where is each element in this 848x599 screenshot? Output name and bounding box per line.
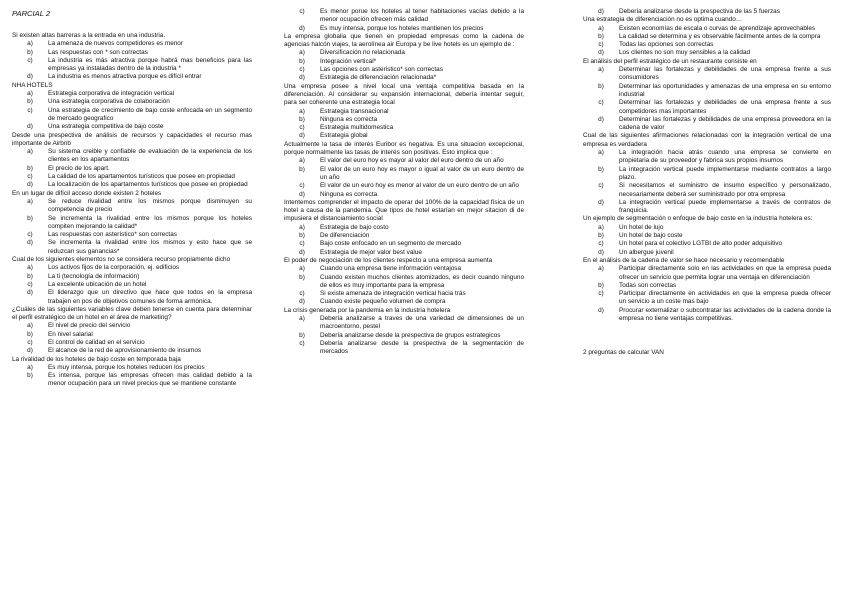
answer-option bbox=[284, 298, 524, 306]
option-text: Un hotel de lujo bbox=[619, 223, 664, 231]
option-text: Debería analizarse desde la prespectiva de las 5 fuerzas bbox=[619, 8, 780, 15]
option-text: Las opciones con asteristico* son correctas bbox=[320, 66, 443, 74]
answer-option bbox=[583, 290, 831, 307]
option-text: La calidad de los apartamentos turísticos que posee en propiedad bbox=[48, 173, 235, 181]
answer-option bbox=[284, 116, 524, 124]
answer-option bbox=[583, 265, 831, 282]
answer-option bbox=[12, 215, 252, 232]
answer-option bbox=[284, 166, 524, 183]
option-text: Determinar las fortalezas y debilidades de una empresa proveedora en la cadena de valor bbox=[619, 115, 831, 132]
option-text: La excelente ubicación de un hotel bbox=[48, 280, 147, 288]
option-text: Las respuestas con * son correctas bbox=[48, 48, 148, 56]
answer-option bbox=[284, 25, 524, 33]
question-text: Actualmente la tasa de interés Euribor es negativa. Es una situacion excepcional, porque normalmente las tasas de interés son positivas. Esto implica que : bbox=[284, 140, 524, 157]
option-letter: d) bbox=[598, 306, 604, 314]
column-3 bbox=[583, 8, 831, 358]
option-text: El nivel de precio del servicio bbox=[48, 322, 131, 330]
question-block bbox=[12, 256, 252, 306]
option-letter: a) bbox=[27, 90, 33, 98]
answer-option bbox=[284, 74, 524, 82]
option-text: Estrategia global bbox=[320, 132, 368, 140]
option-letter: a) bbox=[299, 107, 305, 115]
option-letter: c) bbox=[27, 338, 33, 346]
option-text: De diferenciación bbox=[320, 232, 370, 240]
question-text: En un lugar de difícil acceso donde existen 2 hoteles bbox=[12, 189, 162, 197]
answer-option bbox=[284, 232, 524, 240]
answer-option bbox=[583, 249, 831, 257]
option-letter: d) bbox=[27, 347, 33, 355]
option-letter: a) bbox=[299, 265, 305, 273]
option-letter: b) bbox=[598, 165, 604, 173]
option-text: Se incrementa la rivalidad entre los mismos porque los hoteles compiten mejorando la calidad* bbox=[48, 214, 252, 230]
option-text: Una estrategia de crecimiento de bajo coste enfocada en un segmento de mercado geografico bbox=[48, 106, 252, 122]
option-letter: a) bbox=[299, 157, 305, 165]
option-text: Si existe amenaza de integración vertical hacia trás bbox=[320, 290, 466, 298]
option-letter: d) bbox=[299, 298, 305, 306]
answer-option bbox=[12, 57, 252, 74]
question-block bbox=[12, 82, 252, 132]
answer-option bbox=[583, 66, 831, 83]
question-block bbox=[12, 32, 252, 82]
option-text: Se reduce rivalidad entre los mismos porque disminuyen su competencia de precio bbox=[48, 197, 252, 214]
option-letter: d) bbox=[27, 73, 33, 81]
option-letter: c) bbox=[598, 290, 604, 298]
option-letter: a) bbox=[27, 363, 33, 371]
option-letter: c) bbox=[27, 56, 33, 64]
question-text: Cual de los siguientes elementos no se considera recurso propiamente dicho bbox=[12, 256, 231, 264]
option-text: Debería analizarse a traves de una variedad de dimensiones de un macroentorno, pestel bbox=[320, 314, 524, 331]
answer-option bbox=[583, 25, 831, 33]
column-2 bbox=[284, 8, 524, 356]
option-text: Cuando existen muchos clientes atomizados, es decir cuando ninguno de ellos es muy importante para la empresa bbox=[320, 273, 524, 289]
answer-option bbox=[12, 181, 252, 189]
question-block bbox=[12, 356, 252, 389]
option-text: Una estrategia corporativa de colaboración bbox=[48, 98, 170, 106]
option-letter: a) bbox=[598, 149, 604, 157]
option-letter: d) bbox=[598, 115, 604, 123]
option-letter: b) bbox=[299, 232, 305, 240]
answer-option bbox=[12, 372, 252, 389]
option-letter: b) bbox=[27, 98, 33, 106]
option-letter: d) bbox=[598, 248, 604, 256]
option-letter: a) bbox=[27, 322, 33, 330]
option-text: Determinar las fortalezas y debilidades de una empresa frente a sus competidores mas importantes bbox=[619, 99, 831, 115]
option-text: El valor del euro hoy es mayor al valor del euro dentro de un año bbox=[320, 157, 504, 165]
option-letter: c) bbox=[299, 290, 305, 298]
question-text: Una estrategia de diferenciación no es optima cuando… bbox=[583, 16, 743, 24]
option-letter: b) bbox=[299, 273, 305, 281]
answer-option bbox=[583, 307, 831, 324]
option-text: Determinar las oportunidades y amenazas de una empresa en su entorno industrial bbox=[619, 82, 831, 98]
option-text: Es menor porue los hoteles al tener habitaciones vacías debido a la menor ocupación ofrecen más calidad bbox=[320, 8, 524, 24]
option-letter: c) bbox=[598, 99, 604, 107]
answer-option bbox=[284, 108, 524, 116]
question-text: La rivalidad de los hoteles de bajo coste en temporada baja bbox=[12, 355, 181, 363]
answer-option bbox=[12, 98, 252, 106]
answer-option bbox=[284, 249, 524, 257]
option-letter: d) bbox=[598, 49, 604, 57]
answer-option bbox=[12, 289, 252, 306]
option-text: Es muy intensa, porque los hoteles reducen los precios bbox=[48, 363, 205, 371]
option-text: La calidad se determina y es observable fácilmente antes de la compra bbox=[619, 32, 821, 40]
option-letter: a) bbox=[27, 264, 33, 272]
option-letter: d) bbox=[27, 123, 33, 131]
option-text: Si necesitamos el suministro de insumo específico y personalizado, necesariamente deberá ser suministrado por otra empresa bbox=[619, 182, 831, 198]
answer-option bbox=[284, 49, 524, 57]
footer-note: 2 preguntas de calcular VAN bbox=[583, 349, 664, 357]
column-1 bbox=[12, 8, 252, 389]
question-block bbox=[284, 8, 524, 33]
option-text: Estrategia transnacional bbox=[320, 107, 389, 115]
answer-option bbox=[284, 315, 524, 332]
option-letter: c) bbox=[299, 182, 305, 190]
answer-option bbox=[583, 33, 831, 41]
answer-option bbox=[284, 124, 524, 132]
answer-option bbox=[12, 231, 252, 239]
option-text: Un albergue juvenil bbox=[619, 248, 674, 256]
option-text: La industria es más atractiva porque habrá mas beneficios para las empresas ya instaladas dentro de la industria * bbox=[48, 56, 252, 73]
option-text: Participar directamente en actividades en que la empresa pueda ofrecer un servicio a un coste mas bajo bbox=[619, 290, 831, 306]
option-letter: b) bbox=[27, 164, 33, 172]
option-text: Un hotel para el colectivo LGTBI de alto poder adquisitivo bbox=[619, 240, 783, 248]
option-letter: b) bbox=[299, 115, 305, 123]
option-text: La localización de los apartamentos turísticos que posee en propiedad bbox=[48, 181, 248, 189]
answer-option bbox=[284, 58, 524, 66]
answer-option bbox=[583, 282, 831, 290]
question-block bbox=[284, 199, 524, 257]
answer-option bbox=[12, 347, 252, 355]
option-letter: a) bbox=[598, 66, 604, 74]
answer-option bbox=[583, 99, 831, 116]
question-block bbox=[284, 307, 524, 357]
question-text: ¿Cuáles de las siguientes variables clave deben tenerse en cuenta para determinar el perfil estratégico de un hotel en el área de marketing? bbox=[12, 305, 252, 322]
option-letter: c) bbox=[299, 8, 305, 15]
question-text: Cual de las siguientes afirmaciones relacionadas con la integración vertical de una empresa es verdadera bbox=[583, 132, 831, 148]
answer-option bbox=[583, 49, 831, 57]
answer-option bbox=[12, 339, 252, 347]
option-letter: c) bbox=[299, 240, 305, 248]
option-text: La integración vertical puede implementarse a través de contratos de franquicia. bbox=[619, 198, 831, 215]
option-text: Estrategia de diferenciación relacionada* bbox=[320, 74, 437, 82]
question-block bbox=[583, 132, 831, 215]
option-text: El valor de un euro hoy es mayor o igual al valor de un euro dentro de un año bbox=[320, 165, 524, 181]
option-letter: b) bbox=[299, 331, 305, 339]
option-text: Estrategia corporativa de integración vertical bbox=[48, 90, 175, 98]
option-letter: b) bbox=[27, 272, 33, 280]
option-letter: b) bbox=[299, 165, 305, 173]
option-letter: a) bbox=[598, 265, 604, 273]
answer-option bbox=[12, 165, 252, 173]
option-letter: b) bbox=[299, 57, 305, 65]
answer-option bbox=[12, 198, 252, 215]
question-block bbox=[284, 257, 524, 307]
option-letter: b) bbox=[27, 330, 33, 338]
answer-option bbox=[284, 340, 524, 357]
answer-option bbox=[12, 107, 252, 124]
option-text: Existen economías de escala o curvas de aprendizaje aprovechables bbox=[619, 24, 816, 32]
option-letter: d) bbox=[27, 181, 33, 189]
option-letter: d) bbox=[299, 190, 305, 198]
option-letter: c) bbox=[299, 339, 305, 347]
answer-option bbox=[12, 148, 252, 165]
question-block bbox=[583, 215, 831, 256]
option-letter: b) bbox=[598, 232, 604, 240]
option-text: Ninguna es correcta bbox=[320, 190, 378, 198]
option-text: La ti (tecnología de información) bbox=[48, 272, 140, 280]
option-text: Todas son correctas bbox=[619, 281, 677, 289]
answer-option bbox=[284, 240, 524, 248]
answer-option bbox=[12, 264, 252, 272]
question-block bbox=[284, 83, 524, 141]
option-letter: a) bbox=[598, 223, 604, 231]
answer-option bbox=[12, 331, 252, 339]
option-text: Cuando una empresa tiene información ventajosa bbox=[320, 265, 462, 273]
answer-option bbox=[284, 265, 524, 273]
option-letter: c) bbox=[598, 182, 604, 190]
option-text: La industria es menos atractiva porque es difícil entrar bbox=[48, 73, 202, 81]
option-letter: a) bbox=[299, 49, 305, 57]
option-letter: a) bbox=[27, 197, 33, 205]
option-letter: d) bbox=[598, 8, 604, 15]
option-letter: a) bbox=[27, 40, 33, 48]
answer-option bbox=[583, 240, 831, 248]
option-letter: c) bbox=[27, 231, 33, 239]
option-letter: d) bbox=[299, 248, 305, 256]
answer-option bbox=[583, 182, 831, 199]
option-letter: d) bbox=[27, 289, 33, 297]
question-block bbox=[583, 16, 831, 57]
answer-option bbox=[284, 66, 524, 74]
answer-option bbox=[12, 49, 252, 57]
option-letter: c) bbox=[598, 41, 604, 49]
answer-option bbox=[583, 166, 831, 183]
option-text: En nivel salarial bbox=[48, 330, 93, 338]
option-letter: c) bbox=[27, 280, 33, 288]
question-text: Si existen altas barreras a la entrada en una industria. bbox=[12, 32, 166, 39]
option-text: Diversificación no relacionada bbox=[320, 49, 405, 57]
answer-option bbox=[284, 132, 524, 140]
answer-option bbox=[583, 8, 831, 16]
option-letter: c) bbox=[598, 240, 604, 248]
option-text: Es muy intensa, porque los hoteles mantienen los precios bbox=[320, 24, 484, 32]
question-text: En el análisis de la cadena de valor se hace necesario y recomendable bbox=[583, 256, 785, 264]
answer-option bbox=[12, 281, 252, 289]
option-text: La integración vertical puede implementarse mediante contratos a largo plazo. bbox=[619, 165, 831, 181]
option-text: Estrategia de mejor valor best value bbox=[320, 248, 422, 256]
option-letter: c) bbox=[299, 124, 305, 132]
question-block bbox=[12, 306, 252, 356]
option-letter: d) bbox=[299, 24, 305, 32]
option-letter: a) bbox=[299, 314, 305, 322]
option-letter: a) bbox=[598, 24, 604, 32]
page-title: PARCIAL 2 bbox=[12, 9, 51, 18]
option-letter: d) bbox=[299, 132, 305, 140]
question-text: Una empresa posee a nivel local una ventaja competitiva basada en la diferenciación. Al considerar su expansión internacional, debería intentar seguir, para ser coherente una estrategia local bbox=[284, 82, 524, 107]
option-text: Cuando existe pequeño volumen de compra bbox=[320, 298, 446, 306]
option-text: Determinar las fortalezas y debilidades de una empresa frente a sus consumidores bbox=[619, 66, 831, 82]
answer-option bbox=[583, 41, 831, 49]
option-text: Una estrategia competitiva de bajo coste bbox=[48, 123, 164, 131]
answer-option bbox=[12, 239, 252, 256]
answer-option bbox=[12, 73, 252, 81]
answer-option bbox=[12, 40, 252, 48]
question-block bbox=[284, 33, 524, 83]
answer-option bbox=[583, 199, 831, 216]
option-letter: b) bbox=[598, 281, 604, 289]
answer-option bbox=[12, 90, 252, 98]
option-text: Estrategia multidomestica bbox=[320, 124, 394, 132]
option-text: La amenaza de nuevos competidores es menor bbox=[48, 40, 183, 48]
answer-option bbox=[284, 157, 524, 165]
question-text: La empresa globalia que tienen en propiedad empresas como la cadena de agencias halcón viajes, la aerolínea air Europa y be live hotels es un ejemplo de : bbox=[284, 32, 524, 49]
option-text: Participar directamente solo en las actividades en que la empresa pueda ofrecer un servicio que permita lograr una ventaja en diferenciación bbox=[619, 265, 831, 281]
answer-option bbox=[583, 116, 831, 133]
answer-option bbox=[284, 332, 524, 340]
answer-option bbox=[284, 191, 524, 199]
question-text: El análisis del perfil estratégico de un restaurante consiste en bbox=[583, 57, 757, 65]
answer-option bbox=[284, 182, 524, 190]
option-text: Debería analizarse desde la prespectiva de la segmentación de mercados bbox=[320, 339, 524, 356]
question-text: El poder de negociación de los clientes respecto a una empresa aumenta bbox=[284, 256, 493, 264]
question-block bbox=[12, 132, 252, 190]
question-text: La crisis generada por la pandemia en la industria hotelera bbox=[284, 306, 451, 314]
answer-option bbox=[284, 290, 524, 298]
answer-option bbox=[284, 8, 524, 25]
option-text: Es intensa, porque las empresas ofrecen mas calidad debido a la menor ocupación para un nivel precios que se mantiene constante bbox=[48, 372, 252, 388]
option-text: Todas las opciones son correctas bbox=[619, 41, 714, 49]
answer-option bbox=[12, 273, 252, 281]
answer-option bbox=[12, 173, 252, 181]
question-block bbox=[284, 141, 524, 199]
option-letter: b) bbox=[27, 372, 33, 380]
option-text: El alcance de la red de aprovisionamiento de insumos bbox=[48, 347, 202, 355]
answer-option bbox=[583, 149, 831, 166]
answer-option bbox=[583, 224, 831, 232]
option-letter: b) bbox=[598, 32, 604, 40]
option-text: Procurar externalizar o subcontratar las actividades de la cadena donde la empresa no tiene ventajas competitivas. bbox=[619, 306, 831, 322]
answer-option bbox=[284, 224, 524, 232]
answer-option bbox=[12, 123, 252, 131]
option-text: Ninguna es correcta bbox=[320, 115, 378, 123]
question-text: Intentemos comprender el impacto de operar del 100% de la capacidad física de un hotel a causa de la pandemia. Que tipos de hotel estarían en mejor sitacion di de impusiera el distanciamiento social bbox=[284, 198, 524, 223]
option-letter: d) bbox=[299, 74, 305, 82]
option-letter: b) bbox=[27, 214, 33, 222]
question-text: NHA HOTELS bbox=[12, 81, 53, 89]
option-letter: a) bbox=[299, 223, 305, 231]
option-letter: c) bbox=[27, 173, 33, 181]
option-text: El liderazgo que un directivo que hace que todos en la empresa trabajen en pos de objetivos comunes de forma armónica. bbox=[48, 289, 252, 305]
question-block bbox=[583, 8, 831, 16]
option-text: Estrategia de bajo costo bbox=[320, 223, 389, 231]
option-text: Bajo coste enfocado en un segmento de mercado bbox=[320, 240, 462, 248]
option-text: Se incrementa la rivalidad entre los mismos y esto hace que se reduzcan sus ganancias* bbox=[48, 239, 252, 255]
option-text: El control de calidad en el servicio bbox=[48, 338, 145, 346]
option-letter: c) bbox=[299, 66, 305, 74]
answer-option bbox=[12, 364, 252, 372]
option-text: Los activos fijos de la corporación, ej. edificios bbox=[48, 264, 180, 272]
option-text: Un hotel de bajo coste bbox=[619, 232, 683, 240]
option-text: Los clientes no son muy sensibles a la calidad bbox=[619, 49, 751, 57]
answer-option bbox=[583, 83, 831, 100]
option-text: Su sistema creible y confiable de evaluación de la experiencia de los clientes en los apartamentos bbox=[48, 148, 252, 164]
option-letter: b) bbox=[27, 48, 33, 56]
option-text: Las respuestas con asterístico* son correctas bbox=[48, 231, 177, 239]
question-block bbox=[583, 58, 831, 133]
option-letter: b) bbox=[598, 82, 604, 90]
question-block bbox=[583, 257, 831, 323]
option-text: La integración hacia atrás cuando una empresa se convierte en propietaria de su proveedor y fabrica sus propios insumos bbox=[619, 149, 831, 165]
question-block bbox=[12, 190, 252, 256]
option-letter: a) bbox=[27, 148, 33, 156]
option-text: Integración vertical* bbox=[320, 57, 377, 65]
option-letter: d) bbox=[27, 239, 33, 247]
question-text: Un ejemplo de segmentación o enfoque de bajo coste en la industria hotelera es: bbox=[583, 215, 813, 223]
answer-option bbox=[583, 232, 831, 240]
option-text: El precio de los apart. bbox=[48, 164, 110, 172]
answer-option bbox=[284, 274, 524, 291]
question-text: Desde una prespectiva de análisis de recursos y capacidades el recurso mas importante de Airbnb bbox=[12, 131, 252, 147]
option-letter: d) bbox=[598, 198, 604, 206]
option-text: Debería analizarse desde la prespectiva de grupos estrategicos bbox=[320, 331, 501, 339]
option-letter: c) bbox=[27, 106, 33, 114]
option-text: El valor de un euro hoy es menor al valor de un euro dentro de un año bbox=[320, 182, 519, 190]
answer-option bbox=[12, 322, 252, 330]
